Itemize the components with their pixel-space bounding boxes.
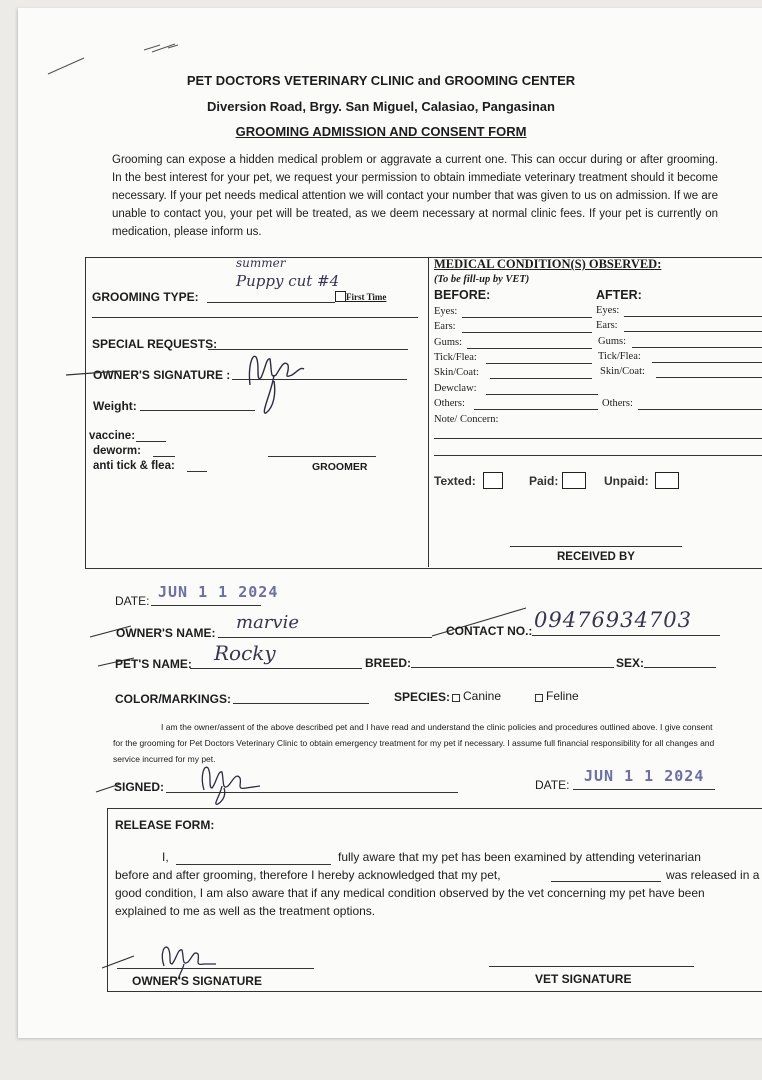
breed-label: BREED: <box>365 656 412 670</box>
release-text-1: fully aware that my pet has been examined by attending veterinarian <box>338 850 701 864</box>
sex-line <box>644 667 716 668</box>
note-line-2 <box>434 455 762 456</box>
weight-label: Weight: <box>93 399 137 413</box>
color-label: COLOR/MARKINGS: <box>115 692 231 706</box>
pet-name-line <box>190 668 362 669</box>
release-pet-line <box>551 881 661 882</box>
special-requests-label: SPECIAL REQUESTS: <box>92 337 218 351</box>
received-by-label: RECEIVED BY <box>557 551 635 563</box>
note-label: Note/ Concern: <box>434 414 499 425</box>
after-gums: Gums: <box>598 336 627 347</box>
before-ears: Ears: <box>434 321 456 332</box>
after-label: AFTER: <box>596 288 642 302</box>
owner-name-value: marvie <box>236 612 299 633</box>
before-others: Others: <box>434 398 465 409</box>
owner-name-line <box>218 637 432 638</box>
owner-release-sig-label: OWNER'S SIGNATURE <box>132 974 262 988</box>
owner-signature-label: OWNER'S SIGNATURE : <box>93 368 231 382</box>
vet-sig-line <box>489 966 694 967</box>
date-stamp: JUN 1 1 2024 <box>158 583 279 601</box>
canine-label: Canine <box>463 689 502 703</box>
before-gums-line <box>467 348 592 349</box>
release-text-3: was released in a <box>666 868 760 882</box>
before-gums: Gums: <box>434 337 463 348</box>
sex-label: SEX: <box>616 656 645 670</box>
owner-release-sig-line <box>117 968 314 969</box>
release-text-4: good condition, I am also aware that if any medical condition observed by the vet concerning my pet have been <box>115 886 705 900</box>
before-eyes: Eyes: <box>434 306 458 317</box>
unpaid-label: Unpaid: <box>604 474 649 488</box>
after-others: Others: <box>602 398 633 409</box>
before-others-line <box>474 409 598 410</box>
contact-line <box>532 635 720 636</box>
consent-date-stamp: JUN 1 1 2024 <box>584 767 705 785</box>
after-skincoat: Skin/Coat: <box>600 366 645 377</box>
feline-label: Feline <box>546 689 579 703</box>
after-others-line <box>638 409 762 410</box>
clinic-address: Diversion Road, Brgy. San Miguel, Calasiao, Pangasinan <box>207 99 555 114</box>
clinic-name: PET DOCTORS VETERINARY CLINIC and GROOMING CENTER <box>186 73 576 88</box>
before-tickflea: Tick/Flea: <box>434 352 477 363</box>
feline-checkbox[interactable] <box>535 694 543 702</box>
breed-line <box>411 667 614 668</box>
consent-date-label: DATE: <box>535 778 570 792</box>
note-line-1 <box>434 438 762 439</box>
before-eyes-line <box>462 317 592 318</box>
contact-value: 09476934703 <box>534 608 692 632</box>
texted-checkbox[interactable] <box>483 472 503 489</box>
paid-checkbox[interactable] <box>562 472 586 489</box>
signed-label: SIGNED: <box>114 780 165 794</box>
contact-label: CONTACT NO.: <box>446 624 533 638</box>
grooming-type-value: Puppy cut #4 <box>236 272 340 290</box>
vet-sig-label: VET SIGNATURE <box>535 972 632 986</box>
texted-label: Texted: <box>434 474 476 488</box>
after-tickflea-line <box>652 362 762 363</box>
color-line <box>233 703 369 704</box>
owner-signature-2 <box>92 760 262 810</box>
date-label: DATE: <box>115 594 150 608</box>
after-ears-line <box>624 331 762 332</box>
paid-label: Paid: <box>529 474 559 488</box>
after-eyes-line <box>624 316 762 317</box>
medical-subtitle: (To be fill-up by VET) <box>434 274 530 285</box>
before-tickflea-line <box>486 363 592 364</box>
grooming-type-line <box>207 302 335 303</box>
groomer-line <box>268 456 376 457</box>
consent-text: I am the owner/assent of the above described pet and I have read and understand the clinic policies and procedures outlined above. I give consent for the grooming for Pet Doctors Veterinary Clinic to obtain emergency treatment for my pet if necessary. I assume full financial responsibility for all changes and service incurred for my pet. <box>113 722 715 764</box>
species-label: SPECIES: <box>394 690 451 704</box>
owner-name-label: OWNER'S NAME: <box>116 626 216 640</box>
strike-marks <box>86 604 546 684</box>
after-gums-line <box>632 347 762 348</box>
before-dewclaw-line <box>486 394 598 395</box>
before-dewclaw: Dewclaw: <box>434 383 477 394</box>
weight-line <box>140 410 255 411</box>
after-tickflea: Tick/Flea: <box>598 351 641 362</box>
pet-name-value: Rocky <box>214 641 276 665</box>
before-skincoat: Skin/Coat: <box>434 367 479 378</box>
anti-tick-label: anti tick & flea: <box>93 460 175 472</box>
pet-name-label: PET'S NAME: <box>115 657 192 671</box>
after-skincoat-line <box>656 377 762 378</box>
release-i: I, <box>162 850 169 864</box>
intro-paragraph: Grooming can expose a hidden medical problem or aggravate a current one. This can occur during or after grooming. In the best interest for your pet, we request your permission to obtain immediate veterinary treatment should it become necessary. If your pet needs medical attention we will contact your number that was given to us on admission. If we are unable to contact you, your pet will be treated, as we deem necessary at normal clinic fees. If your pet is currently on medication, please inform us. <box>112 154 718 238</box>
anti-tick-line <box>187 471 207 472</box>
grooming-line-2 <box>92 317 418 318</box>
vaccine-label: vaccine: <box>89 430 136 442</box>
release-name-line <box>176 864 331 865</box>
grooming-type-label: GROOMING TYPE: <box>92 290 199 304</box>
before-ears-line <box>462 332 592 333</box>
before-skincoat-line <box>490 378 592 379</box>
box-divider <box>428 257 429 567</box>
groomer-label: GROOMER <box>312 461 368 473</box>
release-text-2: before and after grooming, therefore I hereby acknowledged that my pet, <box>115 868 501 882</box>
deworm-label: deworm: <box>93 445 141 457</box>
release-text-5: explained to me as well as the treatment options. <box>115 904 376 918</box>
consent-date-line <box>573 789 715 790</box>
deworm-line <box>153 456 175 457</box>
before-label: BEFORE: <box>434 288 491 302</box>
first-time-checkbox[interactable] <box>335 291 346 302</box>
after-ears: Ears: <box>596 320 618 331</box>
medical-title: MEDICAL CONDITION(S) OBSERVED: <box>434 257 662 271</box>
vaccine-line <box>136 441 166 442</box>
canine-checkbox[interactable] <box>452 694 460 702</box>
unpaid-checkbox[interactable] <box>655 472 679 489</box>
after-eyes: Eyes: <box>596 305 620 316</box>
first-time-label: First Time <box>346 292 387 302</box>
grooming-type-note: summer <box>236 256 286 270</box>
release-title: RELEASE FORM: <box>115 818 215 832</box>
form-title: GROOMING ADMISSION AND CONSENT FORM <box>235 124 527 139</box>
received-by-line <box>510 546 682 547</box>
